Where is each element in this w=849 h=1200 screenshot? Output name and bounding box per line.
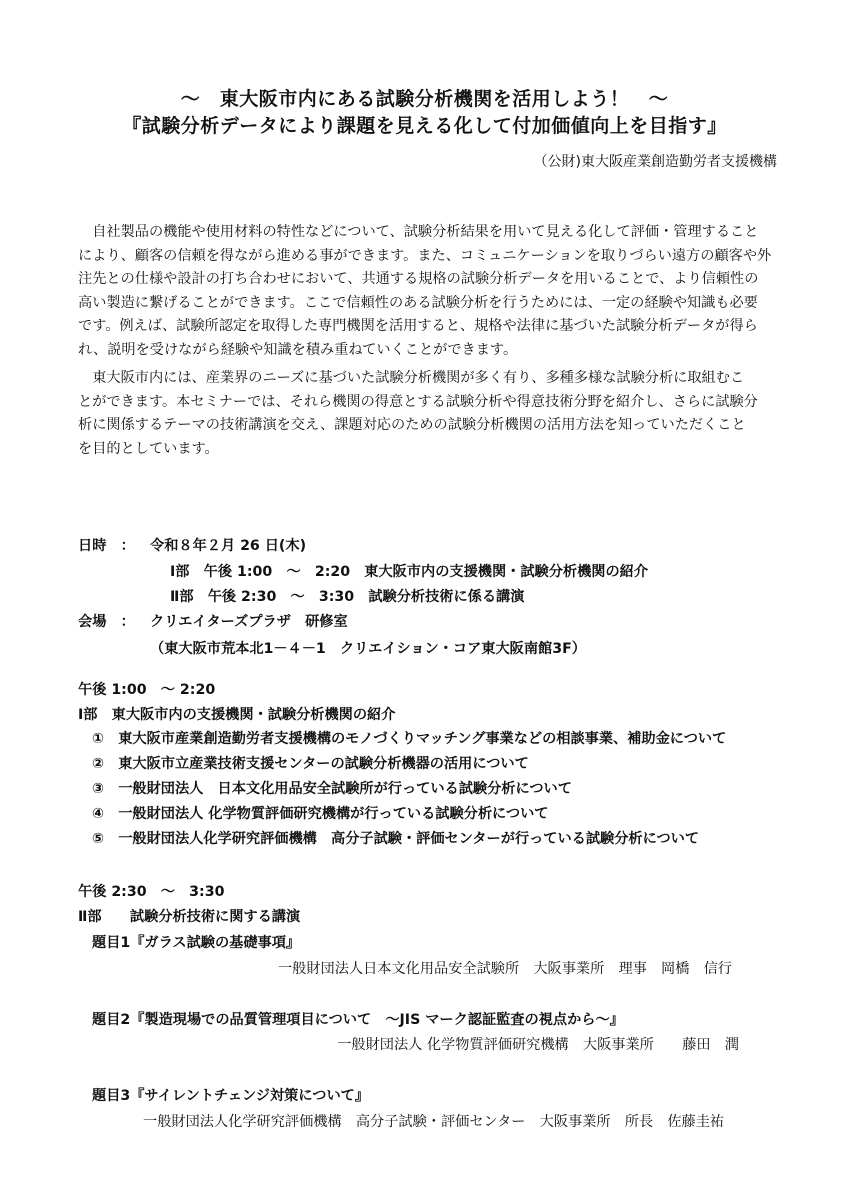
- session1-item: ① 東大阪市産業創造勤労者支援機構のモノづくりマッチング事業などの相談事業、補助金について: [92, 731, 727, 747]
- topic-title: 題目3『サイレントチェンジ対策について』: [92, 1088, 370, 1104]
- session1-item: ③ 一般財団法人 日本文化用品安全試験所が行っている試験分析について: [92, 781, 572, 797]
- topic-speaker: 一般財団法人 化学物質評価研究機構 大阪事業所 藤田 潤: [337, 1037, 739, 1053]
- intro-p1-line: 高い製造に繋げることができます。ここで信頼性のある試験分析を行うためには、一定の経験や知識も必要: [78, 294, 758, 311]
- topic-title: 題目1『ガラス試験の基礎事項』: [92, 935, 301, 951]
- intro-p2-line: とができます。本セミナーでは、それら機関の得意とする試験分析や得意技術分野を紹介し、さらに試験分: [78, 393, 758, 410]
- intro-p1-line: れ、説明を受けながら経験や知識を積み重ねていくことができます。: [78, 341, 518, 358]
- schedule-part1: Ⅰ部 午後 1:00 ～ 2:20 東大阪市内の支援機関・試験分析機関の紹介: [170, 564, 649, 580]
- intro-p1-line: 自社製品の機能や使用材料の特性などについて、試験分析結果を用いて見える化して評価・管理すること: [78, 224, 759, 240]
- organizer: （公財)東大阪産業創造勤労者支援機構: [533, 154, 777, 170]
- intro-p1-line: です。例えば、試験所認定を取得した専門機関を活用すると、規格や法律に基づいた試験分析データが得ら: [78, 318, 758, 335]
- topic-speaker: 一般財団法人日本文化用品安全試験所 大阪事業所 理事 岡橋 信行: [277, 961, 732, 977]
- session2-heading: Ⅱ部 試験分析技術に関する講演: [78, 909, 301, 925]
- session1-heading: Ⅰ部 東大阪市内の支援機関・試験分析機関の紹介: [78, 707, 396, 723]
- venue-label: 会場 ：: [78, 614, 135, 630]
- schedule-part2: Ⅱ部 午後 2:30 ～ 3:30 試験分析技術に係る講演: [170, 589, 525, 605]
- intro-p1-line: により、顧客の信頼を得ながら進める事ができます。また、コミュニケーションを取りづらい遠方の顧客や外: [78, 247, 772, 264]
- title-line-1: ～ 東大阪市内にある試験分析機関を活用しよう！ ～: [180, 88, 669, 110]
- session1-item: ⑤ 一般財団法人化学研究評価機構 高分子試験・評価センターが行っている試験分析について: [92, 831, 700, 847]
- intro-p2-line: 析に関係するテーマの技術講演を交え、課題対応のための試験分析機関の活用方法を知っていただくこと: [78, 417, 746, 434]
- intro-p1-line: 注先との仕様や設計の打ち合わせにおいて、共通する規格の試験分析データを用いることで、より信頼性の: [78, 271, 759, 288]
- session1-item: ④ 一般財団法人 化学物質評価研究機構が行っている試験分析について: [92, 806, 549, 822]
- session2-time: 午後 2:30 ～ 3:30: [78, 884, 225, 900]
- date-label: 日時 ：: [78, 538, 135, 554]
- topic-speaker: 一般財団法人化学研究評価機構 高分子試験・評価センター 大阪事業所 所長 佐藤圭祐: [143, 1114, 725, 1130]
- venue-address: （東大阪市荒本北1－４－1 クリエイション・コア東大阪南館3F）: [150, 641, 586, 657]
- session1-item: ② 東大阪市立産業技術支援センターの試験分析機器の活用について: [92, 756, 529, 772]
- topic-title: 題目2『製造現場での品質管理項目について ～JIS マーク認証監査の視点から～』: [92, 1012, 624, 1028]
- date-value: 令和８年２月 26 日(木): [150, 538, 307, 554]
- intro-paragraph-2: [78, 367, 774, 461]
- session1-time: 午後 1:00 ～ 2:20: [78, 682, 216, 698]
- intro-p2-line: を目的としています。: [78, 440, 219, 457]
- intro-paragraph-1: [78, 221, 774, 363]
- title-line-2: 『試験分析データにより課題を見える化して付加価値向上を目指す』: [122, 115, 727, 137]
- venue-value: クリエイターズプラザ 研修室: [150, 614, 348, 630]
- intro-p2-line: 東大阪市内には、産業界のニーズに基づいた試験分析機関が多く有り、多種多様な試験分析に取組むこ: [78, 370, 745, 386]
